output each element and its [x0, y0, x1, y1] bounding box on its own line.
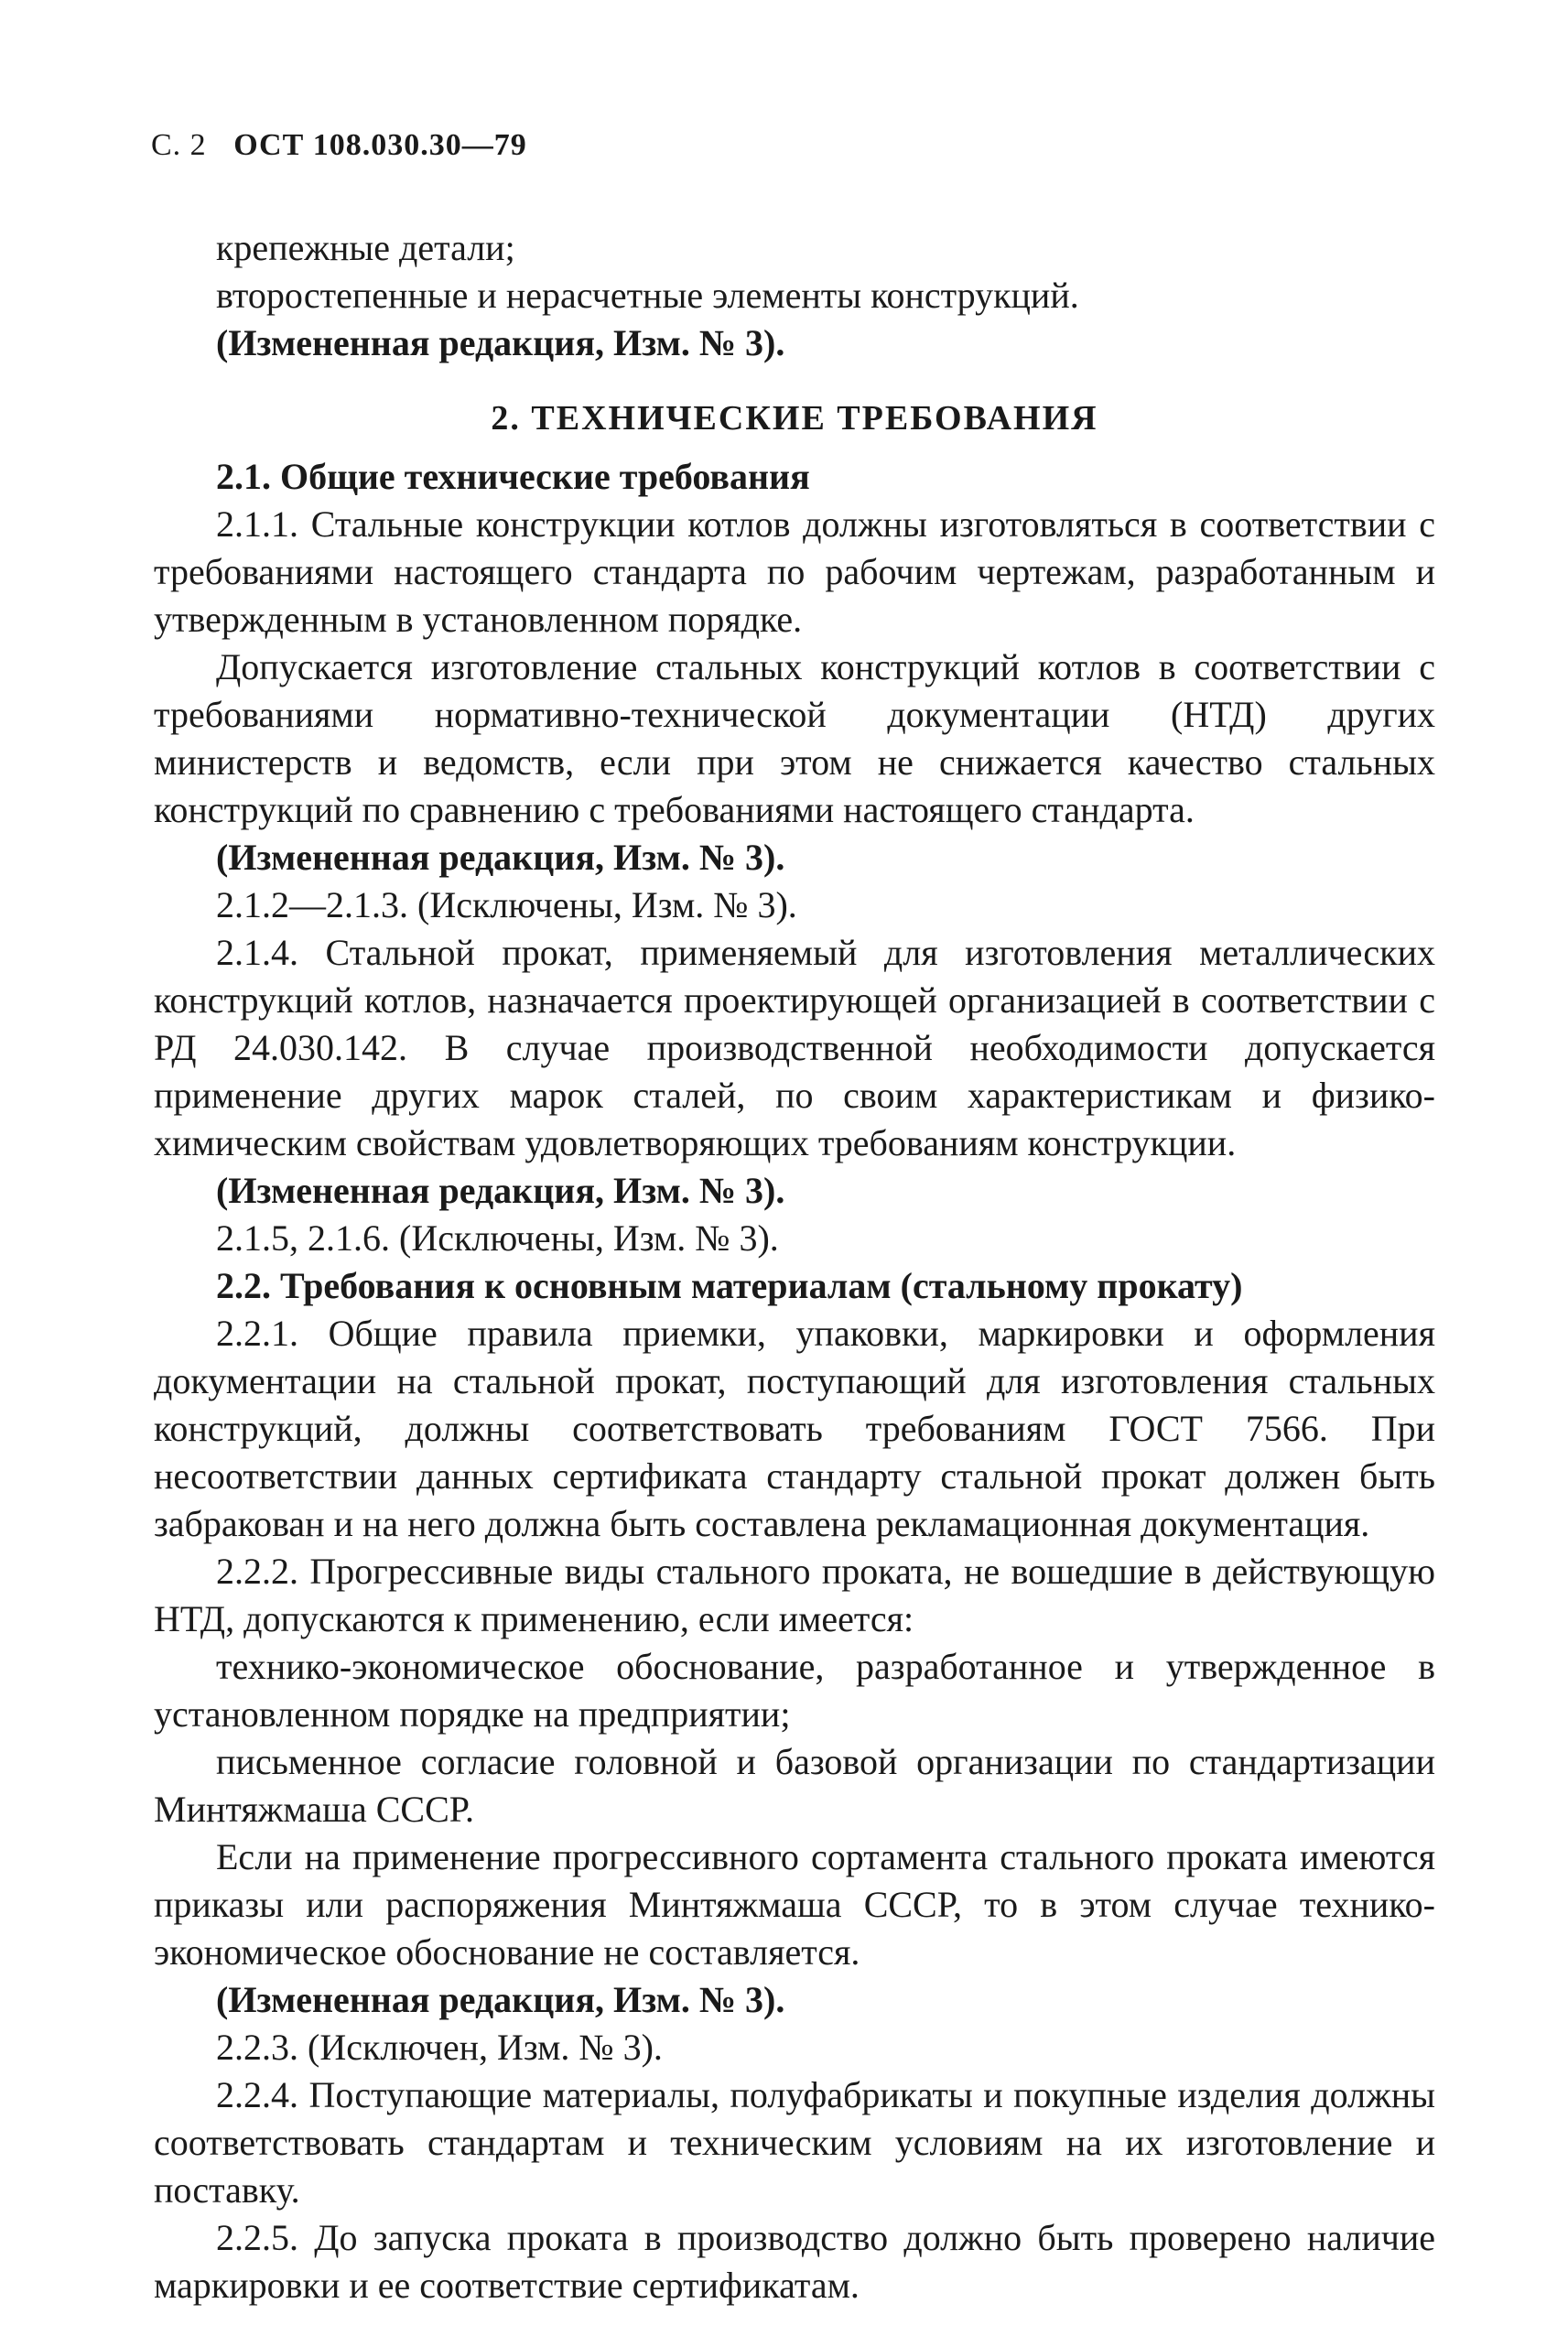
paragraph: 2.1.4. Стальной прокат, применяемый для изготовления металлических конструкций котлов, назначается проектирующей организацией в соответствии с РД 24.030.142. В случае производственной необходимости допускается применение других марок сталей, по своим характеристикам и физико-химическим свойствам удовлетворяющих требованиям конструкции. — [154, 932, 1435, 1163]
paragraph: письменное согласие головной и базовой организации по стандартизации Минтяжмаша СССР. — [154, 1741, 1435, 1830]
paragraph: 2.2.2. Прогрессивные виды стального проката, не вошедшие в действующую НТД, допускаются к применению, если имеется: — [154, 1551, 1435, 1639]
standard-designation: ОСТ 108.030.30—79 — [233, 128, 527, 162]
paragraph: второстепенные и нерасчетные элементы конструкций. — [216, 275, 1079, 316]
paragraph: 2.2.1. Общие правила приемки, упаковки, маркировки и оформления документации на стальной прокат, поступающий для изготовления стальных конструкций, должны соответствовать требованиям ГОСТ 7566. При несоответствии данных сертификата стандарту стальной прокат должен быть забракован и на него должна быть составлена рекламационная документация. — [154, 1313, 1435, 1544]
paragraph: (Измененная редакция, Изм. № 3). — [216, 322, 785, 363]
paragraph: 2.1.1. Стальные конструкции котлов должны изготовляться в соответствии с требованиями настоящего стандарта по рабочим чертежам, разработанным и утвержденным в установленном порядке. — [154, 503, 1435, 640]
page-number: С. 2 — [151, 128, 207, 162]
subsection-heading: 2.1. Общие технические требования — [216, 456, 810, 497]
paragraph: 2.1.2—2.1.3. (Исключены, Изм. № 3). — [216, 884, 797, 925]
section-title: 2. ТЕХНИЧЕСКИЕ ТРЕБОВАНИЯ — [491, 399, 1098, 438]
paragraph: технико-экономическое обоснование, разработанное и утвержденное в установленном порядке на предприятии; — [154, 1646, 1435, 1735]
page-header — [151, 128, 527, 163]
paragraph: 2.2.3. (Исключен, Изм. № 3). — [216, 2027, 663, 2068]
paragraph: Если на применение прогрессивного сортамента стального проката имеются приказы или распоряжения Минтяжмаша СССР, то в этом случае технико-экономическое обоснование не составляется. — [154, 1836, 1435, 1973]
paragraph: 2.2.4. Поступающие материалы, полуфабрикаты и покупные изделия должны соответствовать стандартам и техническим условиям на их изготовление и поставку. — [154, 2074, 1435, 2211]
subsection-heading: 2.2. Требования к основным материалам (стальному прокату) — [216, 1265, 1243, 1306]
paragraph: Допускается изготовление стальных конструкций котлов в соответствии с требованиями нормативно-технической документации (НТД) других министерств и ведомств, если при этом не снижается качество стальных конструкций по сравнению с требованиями настоящего стандарта. — [154, 646, 1435, 830]
paragraph: крепежные детали; — [216, 227, 515, 268]
paragraph: (Измененная редакция, Изм. № 3). — [216, 837, 785, 878]
document-body — [154, 224, 1435, 2309]
paragraph: (Измененная редакция, Изм. № 3). — [216, 1979, 785, 2020]
paragraph: (Измененная редакция, Изм. № 3). — [216, 1170, 785, 1211]
paragraph: 2.1.5, 2.1.6. (Исключены, Изм. № 3). — [216, 1217, 779, 1259]
paragraph: 2.2.5. До запуска проката в производство должно быть проверено наличие маркировки и ее соответствие сертификатам. — [154, 2217, 1435, 2306]
